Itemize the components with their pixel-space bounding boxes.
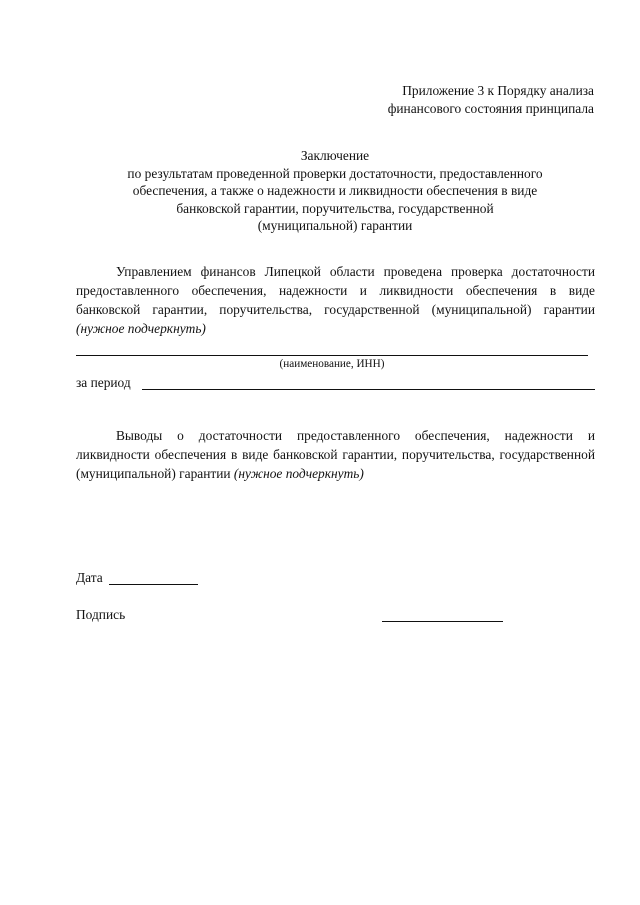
period-row — [76, 374, 595, 392]
title-line-3: банковской гарантии, поручительства, государственной — [176, 200, 494, 216]
signature-row — [76, 606, 125, 624]
period-label: за период — [76, 375, 131, 390]
conclusions-paragraph — [76, 426, 595, 483]
title-line-1: по результатам проведенной проверки достаточности, предоставленного — [127, 165, 543, 181]
document-title — [70, 147, 600, 235]
title-line-4: (муниципальной) гарантии — [257, 218, 413, 233]
conclusions-note: (нужное подчеркнуть) — [233, 466, 364, 481]
signature-blank-line[interactable] — [382, 621, 503, 622]
inspection-text: Управлением финансов Липецкой области проведена проверка достаточности предоставленного обеспечения, надежности и ликвидности обеспечения в виде банковской гарантии, поручительства, государственной (муниципальной) гарантии — [76, 264, 595, 317]
title-line-2: обеспечения, а также о надежности и ликвидности обеспечения в виде — [132, 183, 538, 198]
inspection-note: (нужное подчеркнуть) — [76, 321, 206, 336]
organization-caption: (наименование, ИНН) — [279, 358, 385, 370]
title-heading: Заключение — [300, 148, 370, 163]
appendix-reference — [388, 82, 594, 118]
date-label: Дата — [76, 570, 103, 585]
inspection-paragraph — [76, 262, 595, 338]
appendix-line-1: Приложение 3 к Порядку анализа — [402, 83, 594, 98]
appendix-line-2: финансового состояния принципала — [387, 101, 594, 116]
organization-blank-line[interactable] — [76, 355, 588, 356]
signature-label: Подпись — [76, 607, 126, 622]
date-blank-line[interactable] — [109, 584, 198, 585]
date-row — [76, 569, 103, 587]
period-blank-line[interactable] — [142, 389, 595, 390]
conclusions-text: Выводы о достаточности предоставленного обеспечения, надежности и ликвидности обеспечения в виде банковской гарантии, поручительства, государственной (муниципальной) гарантии — [76, 428, 595, 481]
